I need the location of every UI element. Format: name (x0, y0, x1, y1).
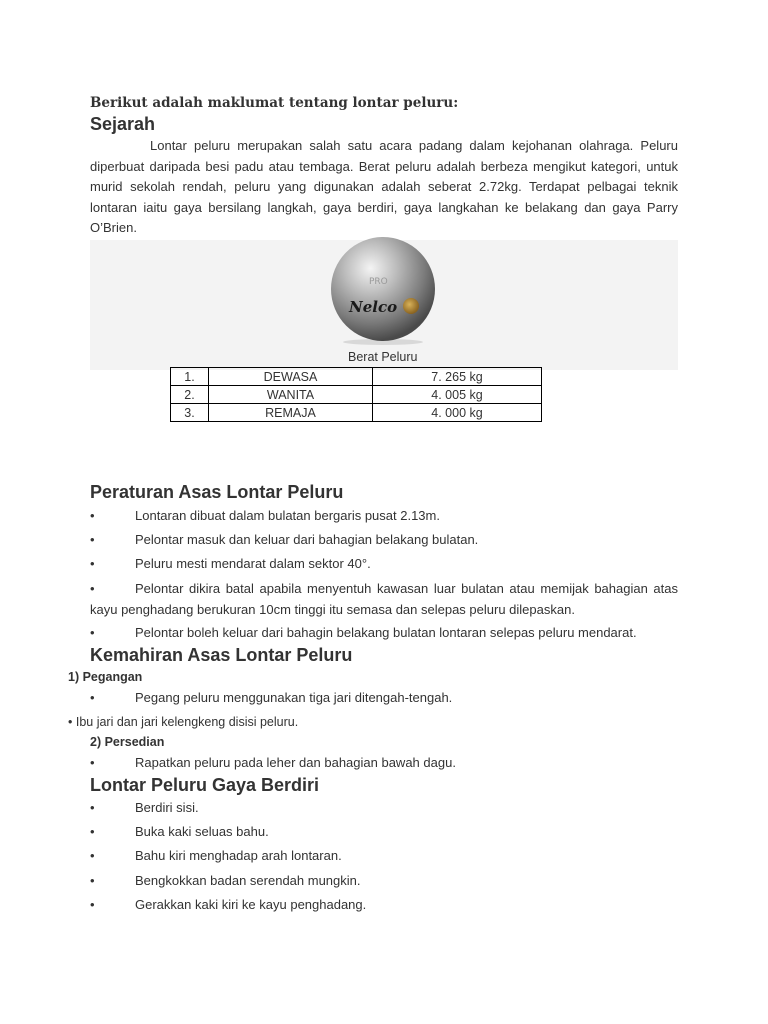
weight-table (170, 367, 542, 422)
list-item: • Pelontar dikira batal apabila menyentuh kawasan luar bulatan atau memijak bahagian atas kayu penghadang berukuran 10cm tinggi itu semasa dan selepas peluru dilepaskan. (90, 581, 678, 617)
list-item: • Bahu kiri menghadap arah lontaran. (90, 848, 342, 863)
table-cell-weight: 4. 000 kg (373, 404, 542, 422)
gaya-berdiri-heading: Lontar Peluru Gaya Berdiri (90, 775, 320, 795)
list-item: • Pelontar boleh keluar dari bahagin belakang bulatan lontaran selepas peluru mendarat. (90, 625, 637, 640)
list-item: • Buka kaki seluas bahu. (90, 824, 269, 839)
ball-emboss-text: PRO (369, 277, 388, 287)
list-item: • Bengkokkan badan serendah mungkin. (90, 873, 361, 888)
pegangan-label: 1) Pegangan (68, 670, 143, 684)
table-cell-category: DEWASA (209, 368, 373, 386)
table-cell-category: REMAJA (209, 404, 373, 422)
sejarah-heading: Sejarah (90, 114, 156, 134)
kemahiran-heading: Kemahiran Asas Lontar Peluru (90, 645, 353, 665)
list-item: • Pelontar masuk dan keluar dari bahagian belakang bulatan. (90, 532, 479, 547)
table-cell-weight: 7. 265 kg (373, 368, 542, 386)
table-row (171, 386, 542, 404)
sejarah-paragraph: Lontar peluru merupakan salah satu acara padang dalam kejohanan olahraga. Peluru diperbuat daripada besi padu atau tembaga. Berat peluru adalah berbeza mengikut kategori, untuk murid sekolah rendah, peluru yang digunakan adalah seberat 2.72kg. Terdapat pelbagai teknik lontaran iaitu gaya bersilang langkah, gaya berdiri, gaya langkahan ke belakang dan gaya Parry O’Brien. (90, 138, 678, 235)
ball-brand-text: Nelco (349, 298, 398, 316)
list-item: • Peluru mesti mendarat dalam sektor 40°. (90, 556, 371, 571)
table-cell-category: WANITA (209, 386, 373, 404)
shot-put-ball-image (325, 234, 441, 346)
list-item: • Pegang peluru menggunakan tiga jari ditengah-tengah. (90, 690, 453, 705)
list-item: • Lontaran dibuat dalam bulatan bergaris pusat 2.13m. (90, 508, 440, 523)
table-cell-no: 3. (171, 404, 209, 422)
table-cell-weight: 4. 005 kg (373, 386, 542, 404)
pegangan-extra: • Ibu jari dan jari kelengkeng disisi peluru. (68, 715, 299, 729)
list-item: • Rapatkan peluru pada leher dan bahagian bawah dagu. (90, 755, 456, 770)
ball-badge (403, 298, 419, 314)
table-cell-no: 1. (171, 368, 209, 386)
intro-text: Berikut adalah maklumat tentang lontar peluru: (90, 95, 459, 111)
list-item: • Berdiri sisi. (90, 800, 199, 815)
persedian-label: 2) Persedian (90, 735, 165, 749)
table-caption: Berat Peluru (348, 350, 418, 364)
peraturan-heading: Peraturan Asas Lontar Peluru (90, 482, 344, 502)
table-row (171, 368, 542, 386)
table-row (171, 404, 542, 422)
list-item: • Gerakkan kaki kiri ke kayu penghadang. (90, 897, 367, 912)
table-cell-no: 2. (171, 386, 209, 404)
